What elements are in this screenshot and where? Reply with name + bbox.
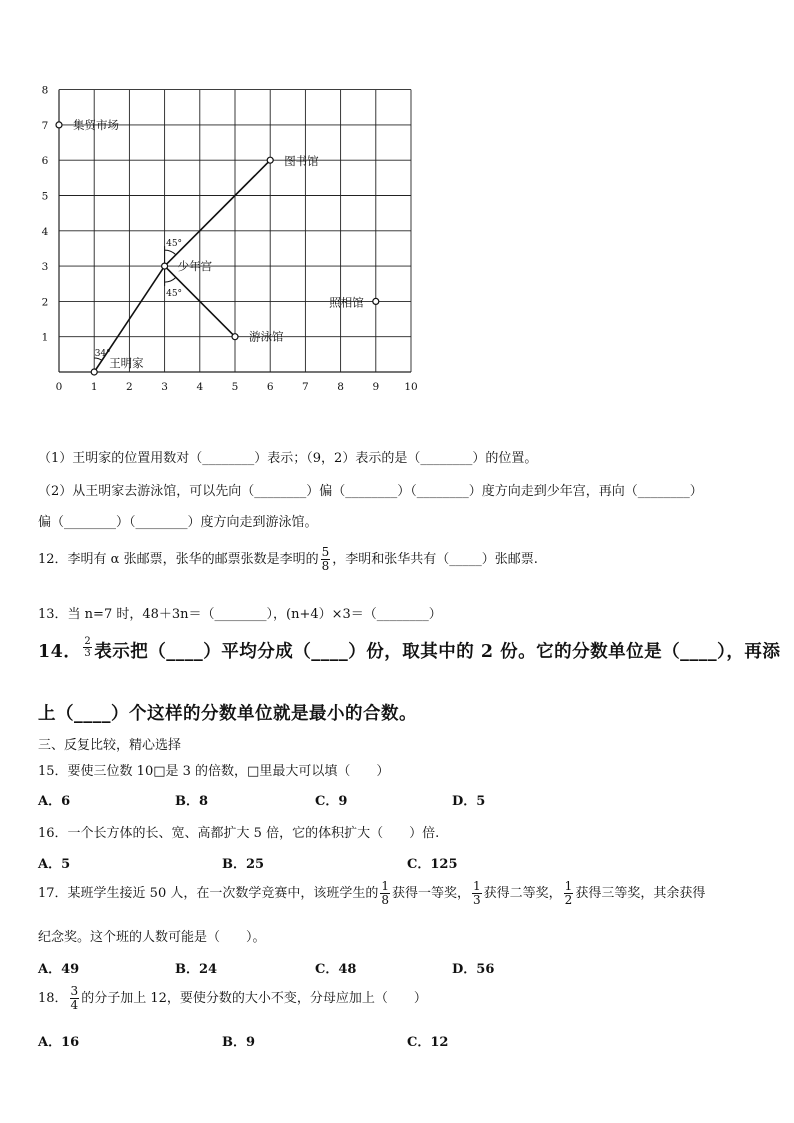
q14-fraction: $\frac{2}{3}$ xyxy=(84,636,92,659)
q18-text-post: 的分子加上 12，要使分数的大小不变，分母应加上（ ） xyxy=(81,991,427,1006)
x-tick-label: 1 xyxy=(90,381,98,393)
q16-option-b[interactable]: B．25 xyxy=(222,857,265,872)
y-tick-label: 7 xyxy=(41,119,49,132)
angle-arc xyxy=(165,277,176,282)
angle-label: 45° xyxy=(166,289,183,300)
q18-option-c[interactable]: C．12 xyxy=(407,1035,449,1050)
q18-fraction: $\frac{3}{4}$ xyxy=(70,984,79,1012)
location-label: 集贸市场 xyxy=(73,117,119,132)
location-point xyxy=(91,369,97,375)
q11-part1: （1）王明家的位置用数对（________）表示；（9，2）表示的是（________）的位置。 xyxy=(38,451,538,466)
q14-line1 xyxy=(38,638,780,663)
y-tick-label: 4 xyxy=(41,225,49,238)
q18-option-a[interactable]: A．16 xyxy=(38,1035,80,1050)
q12-fraction: $\frac{5}{8}$ xyxy=(321,545,330,573)
q11-part2-line2: 偏（________）（________）度方向走到游泳馆。 xyxy=(38,515,318,530)
q12-text-post: ，李明和张华共有（_____）张邮票. xyxy=(332,552,538,567)
y-tick-label: 8 xyxy=(41,84,49,97)
x-tick-label: 6 xyxy=(266,381,274,393)
location-label: 少年宫 xyxy=(177,259,213,274)
q18-option-b[interactable]: B．9 xyxy=(222,1035,256,1050)
route-segment xyxy=(165,160,271,266)
coordinate-grid-chart xyxy=(30,80,430,400)
x-tick-label: 9 xyxy=(372,381,380,393)
location-label: 图书馆 xyxy=(284,154,319,169)
q17-line1 xyxy=(38,880,705,907)
location-label: 照相馆 xyxy=(329,295,364,310)
x-tick-label: 2 xyxy=(126,381,133,393)
x-tick-label: 8 xyxy=(337,381,344,393)
q17-fraction-2: $\frac{1}{3}$ xyxy=(473,879,481,907)
q14-text-line1: 表示把（____）平均分成（____）份，取其中的 2 份。它的分数单位是（____），再添 xyxy=(94,642,781,662)
q17-text-post: 获得三等奖，其余获得 xyxy=(575,886,706,901)
location-label: 游泳馆 xyxy=(249,329,284,344)
q13: 13．当 n=7 时，48＋3n＝（________），(n+4）×3＝（________） xyxy=(38,607,442,622)
q16-option-c[interactable]: C．125 xyxy=(407,857,458,872)
q15-option-a[interactable]: A．6 xyxy=(38,794,71,809)
q16-stem: 16．一个长方体的长、宽、高都扩大 5 倍，它的体积扩大（ ）倍. xyxy=(38,826,440,841)
location-point xyxy=(267,157,273,163)
grid-lines xyxy=(59,90,411,372)
angle-label: 34° xyxy=(94,349,111,359)
q12-text-pre: 12．李明有 α 张邮票，张华的邮票张数是李明的 xyxy=(38,552,319,567)
q17-option-c[interactable]: C．48 xyxy=(315,962,357,977)
x-tick-label: 5 xyxy=(231,381,239,393)
q15-option-b[interactable]: B．8 xyxy=(175,794,209,809)
q15-option-d[interactable]: D．5 xyxy=(452,794,486,809)
angle-marks xyxy=(94,239,182,360)
y-tick-label: 1 xyxy=(41,331,49,344)
q17-fraction-3: $\frac{1}{2}$ xyxy=(564,879,573,907)
location-label: 王明家 xyxy=(109,356,144,370)
x-tick-label: 7 xyxy=(302,381,309,393)
location-point xyxy=(56,122,62,128)
x-tick-label: 4 xyxy=(196,381,204,393)
y-tick-label: 2 xyxy=(41,296,49,309)
y-tick-label: 5 xyxy=(41,190,49,203)
q17-option-b[interactable]: B．24 xyxy=(175,962,218,977)
q14-prefix: 14． xyxy=(38,642,82,662)
q18-stem xyxy=(38,985,427,1012)
q15-stem: 15．要使三位数 10□是 3 的倍数，□里最大可以填（ ） xyxy=(38,764,390,779)
section-3-title: 三、反复比较，精心选择 xyxy=(38,738,182,753)
x-tick-label: 3 xyxy=(161,381,168,393)
angle-label: 45° xyxy=(166,239,183,250)
q17-fraction-1: $\frac{1}{8}$ xyxy=(381,879,389,907)
location-point xyxy=(373,298,379,304)
y-tick-label: 6 xyxy=(41,155,49,168)
q16-option-a[interactable]: A．5 xyxy=(38,857,71,872)
q17-line2: 纪念奖。这个班的人数可能是（ ）。 xyxy=(38,930,266,945)
q11-part2-line1: （2）从王明家去游泳馆，可以先向（________）偏（________）（________）度方向走到少年宫，再向（________） xyxy=(38,484,703,499)
y-tick-label: 3 xyxy=(41,261,49,274)
q17-text-mid1: 获得一等奖， xyxy=(392,886,471,901)
location-point xyxy=(232,334,238,340)
q12 xyxy=(38,546,538,573)
x-tick-label: 0 xyxy=(55,381,63,393)
location-point xyxy=(162,263,168,269)
q17-text-mid2: 获得二等奖， xyxy=(483,886,562,901)
q15-option-c[interactable]: C．9 xyxy=(315,794,348,809)
q17-option-a[interactable]: A．49 xyxy=(38,962,80,977)
q14-line2: 上（____）个这样的分数单位就是最小的合数。 xyxy=(38,704,417,724)
q18-prefix: 18． xyxy=(38,991,68,1006)
x-tick-label: 10 xyxy=(404,381,418,393)
q17-text-pre: 17．某班学生接近 50 人，在一次数学竞赛中，该班学生的 xyxy=(38,886,379,901)
angle-arc xyxy=(165,250,176,255)
q17-option-d[interactable]: D．56 xyxy=(452,962,495,977)
